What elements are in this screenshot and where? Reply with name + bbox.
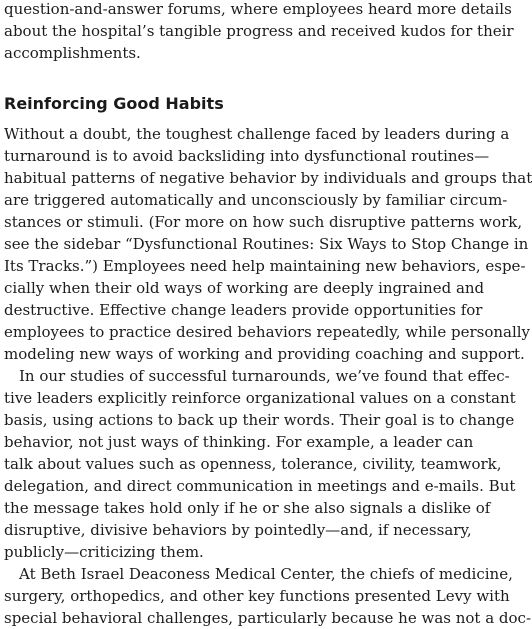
text-line: In our studies of successful turnarounds, we’ve found that effec- <box>19 367 510 385</box>
text-line: stances or stimuli. (For more on how such disruptive patterns work, <box>4 213 523 231</box>
text-line: surgery, orthopedics, and other key functions presented Levy with <box>4 587 510 605</box>
text-line: basis, using actions to back up their words. Their goal is to change <box>4 411 515 429</box>
text-line: At Beth Israel Deaconess Medical Center, the chiefs of medicine, <box>19 565 513 583</box>
text-line: special behavioral challenges, particularly because he was not a doc- <box>4 609 532 627</box>
text-line: accomplishments. <box>4 44 141 62</box>
text-line: publicly—criticizing them. <box>4 543 204 561</box>
text-line: delegation, and direct communication in meetings and e-mails. But <box>4 477 516 495</box>
text-line: destructive. Effective change leaders provide opportunities for <box>4 301 483 319</box>
document-page <box>4 0 532 627</box>
text-line: the message takes hold only if he or she also signals a dislike of <box>4 499 491 517</box>
text-line: about the hospital’s tangible progress and received kudos for their <box>4 22 514 40</box>
text-line: Without a doubt, the toughest challenge faced by leaders during a <box>4 125 510 143</box>
text-line: Its Tracks.”) Employees need help maintaining new behaviors, espe- <box>4 257 526 275</box>
text-line: habitual patterns of negative behavior by individuals and groups that <box>4 169 532 187</box>
text-line: disruptive, divisive behaviors by pointedly—and, if necessary, <box>4 521 472 539</box>
text-line: see the sidebar “Dysfunctional Routines: Six Ways to Stop Change in <box>4 235 529 253</box>
text-line: modeling new ways of working and providing coaching and support. <box>4 345 525 363</box>
text-line: cially when their old ways of working are deeply ingrained and <box>4 279 485 297</box>
text-line: talk about values such as openness, tolerance, civility, teamwork, <box>4 455 502 473</box>
text-line: behavior, not just ways of thinking. For example, a leader can <box>4 433 474 451</box>
section-heading: Reinforcing Good Habits <box>4 94 224 113</box>
text-line: turnaround is to avoid backsliding into dysfunctional routines— <box>4 147 490 165</box>
text-line: are triggered automatically and unconsciously by familiar circum- <box>4 191 508 209</box>
text-line: employees to practice desired behaviors repeatedly, while personally <box>4 323 531 341</box>
text-line: tive leaders explicitly reinforce organizational values on a constant <box>4 389 516 407</box>
text-line: question-and-answer forums, where employees heard more details <box>4 0 512 18</box>
